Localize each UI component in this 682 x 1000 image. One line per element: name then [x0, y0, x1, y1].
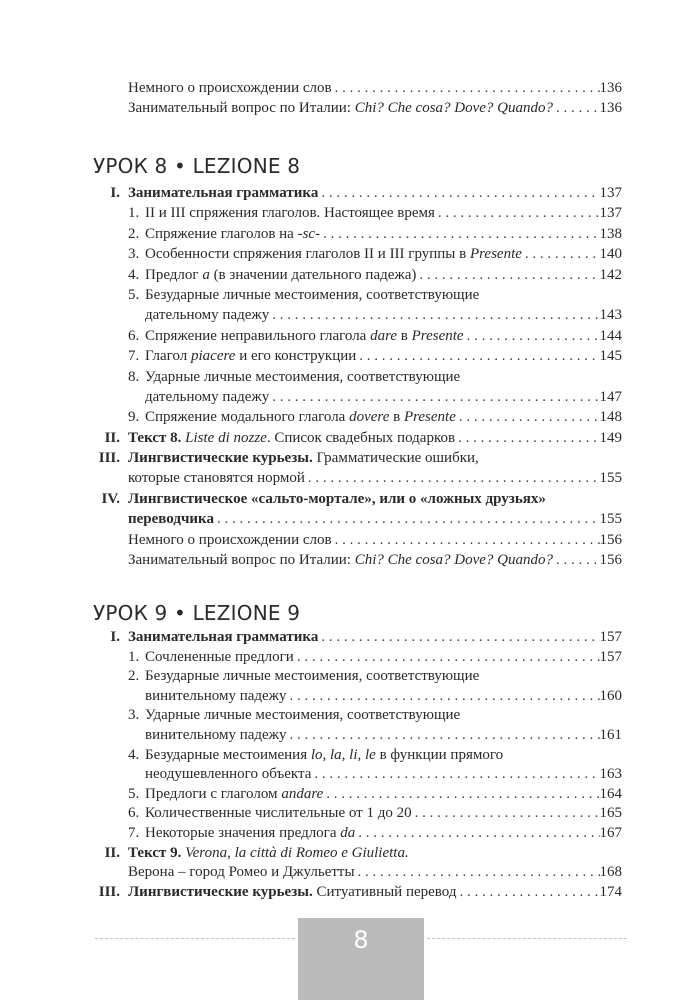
page-ref: 163	[599, 766, 622, 783]
page-ref: 145	[599, 348, 622, 365]
toc-entry[interactable]	[0, 448, 682, 489]
entry-number: III.	[98, 883, 120, 900]
dot-leader	[287, 726, 600, 746]
entry-title-text: Лингвистические курьезы.	[128, 883, 313, 900]
page-ref: 136	[599, 100, 622, 117]
entry-title-text: dovere	[349, 409, 390, 426]
page-ref: 137	[599, 205, 622, 222]
toc-entry[interactable]	[0, 428, 682, 448]
page-ref: 140	[599, 246, 622, 263]
entry-number: 3.	[128, 707, 140, 724]
toc-entry[interactable]	[0, 407, 682, 427]
entry-number: II.	[104, 844, 120, 861]
toc-section	[0, 628, 682, 902]
entry-title-text: Спряжение неправильного глагола	[145, 327, 371, 344]
dot-leader	[416, 265, 599, 285]
lesson-heading: УРОК 8 • LEZIONE 8	[93, 154, 301, 178]
entry-title-text: в функции прямого	[375, 746, 504, 763]
entry-title-text: дательному падежу	[145, 307, 270, 324]
entry-number: 9.	[128, 409, 140, 426]
entry-title-text: Занимательная грамматика	[128, 629, 319, 645]
entry-title-text: Верона – город Ромео и Джульетты	[128, 864, 355, 881]
page-ref: 155	[599, 470, 622, 487]
dot-leader	[318, 183, 599, 203]
toc-entry[interactable]	[0, 326, 682, 346]
dot-leader	[456, 883, 599, 903]
page-ref: 157	[599, 648, 622, 665]
entry-title-text: Занимательный вопрос по Италии:	[128, 552, 355, 569]
dot-leader	[435, 203, 600, 223]
toc-entry[interactable]	[0, 285, 682, 326]
dot-leader	[356, 346, 599, 366]
entry-title-text: Занимательный вопрос по Италии:	[128, 100, 355, 117]
toc-entry[interactable]	[0, 648, 682, 668]
entry-title-text: Грамматические ошибки,	[312, 450, 479, 467]
entry-title-text: Предлоги с глаголом	[145, 785, 282, 802]
toc-entry[interactable]	[0, 706, 682, 745]
entry-title-text: Занимательная грамматика	[128, 185, 319, 201]
dot-leader	[305, 468, 600, 488]
footer-dashed-rule-right	[427, 938, 627, 939]
dot-leader	[553, 550, 599, 570]
page-ref: 157	[599, 629, 622, 645]
dot-leader	[455, 428, 599, 448]
entry-title-text: винительному падежу	[145, 687, 287, 704]
dot-leader	[332, 78, 600, 98]
entry-number: 2.	[128, 668, 140, 685]
toc-entry[interactable]	[0, 224, 682, 244]
entry-title-text: Немного о происхождении слов	[128, 531, 332, 548]
page-ref: 143	[599, 307, 622, 324]
toc-entry[interactable]	[0, 203, 682, 223]
page-ref: 147	[599, 388, 622, 405]
entry-title-text: Количественные числительные от 1 до 20	[145, 805, 412, 822]
page-ref: 161	[599, 726, 622, 743]
page-ref: 142	[599, 266, 622, 283]
entry-title-text: Спряжение глаголов на	[145, 225, 298, 242]
toc-entry[interactable]	[0, 78, 682, 98]
entry-number: I.	[110, 185, 120, 201]
entry-title-text: Ударные личные местоимения, соответствующие	[145, 707, 461, 724]
dot-leader	[269, 387, 599, 407]
entry-title-text: Сочлененные предлоги	[145, 648, 294, 665]
dot-leader	[355, 824, 599, 844]
dot-leader	[355, 863, 600, 883]
toc-entry[interactable]	[0, 844, 682, 883]
entry-title-text: Немного о происхождении слов	[128, 80, 332, 96]
entry-title-text: которые становятся нормой	[128, 470, 305, 487]
entry-number: III.	[98, 450, 120, 467]
page-ref: 138	[599, 225, 622, 242]
dot-leader	[332, 530, 600, 550]
entry-number: 6.	[128, 805, 140, 822]
entry-number: 1.	[128, 648, 140, 665]
entry-title-text: andare	[281, 785, 324, 802]
entry-title-text: . Список свадебных подарков	[266, 429, 456, 446]
entry-number: IV.	[101, 490, 120, 507]
page-ref: 155	[599, 511, 622, 528]
dot-leader	[522, 244, 600, 264]
toc-entry[interactable]	[0, 824, 682, 844]
entry-title-text: piacere	[191, 348, 236, 365]
dot-leader	[323, 785, 599, 805]
entry-title-text: Presente	[411, 327, 464, 344]
toc-section	[0, 78, 682, 119]
dot-leader	[311, 765, 599, 785]
entry-title-text: Chi? Che cosa? Dove? Quando?	[354, 100, 554, 117]
dot-leader	[320, 224, 599, 244]
page-ref: 167	[599, 824, 622, 841]
page-ref: 168	[599, 864, 622, 881]
toc-entry[interactable]	[0, 785, 682, 805]
entry-title-text: da	[340, 824, 356, 841]
entry-title-text: Лингвистическое «сальто-мортале», или о «ложных друзьях»	[128, 490, 546, 507]
toc-entry[interactable]	[0, 804, 682, 824]
page-ref: 164	[599, 785, 622, 802]
toc-entry[interactable]	[0, 489, 682, 530]
entry-title-text: Предлог	[145, 266, 203, 283]
page-ref: 148	[599, 409, 622, 426]
page-ref: 149	[599, 429, 622, 446]
footer-dashed-rule-left	[95, 938, 295, 939]
dot-leader	[287, 687, 600, 707]
entry-title-text: Глагол	[145, 348, 192, 365]
toc-entry[interactable]	[0, 530, 682, 550]
entry-title-text: dare	[370, 327, 398, 344]
entry-number: 6.	[128, 327, 140, 344]
entry-title-text: Verona, la città di Romeo e Giulietta.	[185, 844, 409, 861]
entry-number: 1.	[128, 205, 140, 222]
page-ref: 144	[599, 327, 622, 344]
entry-title-text: и его конструкции	[235, 348, 357, 365]
entry-number: 4.	[128, 746, 140, 763]
dot-leader	[456, 407, 600, 427]
page-ref: 137	[599, 185, 622, 201]
entry-title-text: a	[202, 266, 210, 283]
entry-number: I.	[110, 629, 120, 645]
page-ref: 156	[599, 552, 622, 569]
entry-title-text: переводчика	[128, 511, 214, 528]
toc-entry[interactable]	[0, 346, 682, 366]
entry-number: 5.	[128, 785, 140, 802]
lesson-heading: УРОК 9 • LEZIONE 9	[93, 601, 301, 625]
page-number: 8	[353, 926, 369, 954]
entry-number: 7.	[128, 348, 140, 365]
entry-number: 3.	[128, 246, 140, 263]
entry-number: 7.	[128, 824, 140, 841]
entry-title-text: в	[397, 327, 412, 344]
entry-title-text: неодушевленного объекта	[145, 766, 312, 783]
dot-leader	[294, 648, 600, 668]
dot-leader	[412, 804, 600, 824]
entry-number: 5.	[128, 286, 140, 303]
toc-entry[interactable]	[0, 550, 682, 570]
entry-number: 8.	[128, 368, 140, 385]
entry-title-text: Presente	[403, 409, 456, 426]
toc-entry[interactable]	[0, 265, 682, 285]
toc-entry[interactable]	[0, 883, 682, 903]
entry-title-text: Некоторые значения предлога	[145, 824, 341, 841]
entry-title-text: в	[389, 409, 404, 426]
dot-leader	[214, 509, 600, 529]
entry-title-text: lo, la, li, le	[310, 746, 376, 763]
entry-number: II.	[104, 429, 120, 446]
entry-title-text: Chi? Che cosa? Dove? Quando?	[354, 552, 554, 569]
entry-title-text: Presente	[469, 246, 522, 263]
dot-leader	[553, 98, 599, 118]
toc-entry[interactable]	[0, 628, 682, 648]
entry-title-text: Безударные местоимения	[145, 746, 311, 763]
page-ref: 174	[599, 883, 622, 900]
entry-title-text: (в значении дательного падежа)	[209, 266, 417, 283]
entry-title-text: Liste di nozze	[185, 429, 267, 446]
dot-leader	[464, 326, 600, 346]
dot-leader	[318, 628, 599, 648]
toc-entry[interactable]	[0, 667, 682, 706]
entry-title-text: винительному падежу	[145, 726, 287, 743]
toc-entry[interactable]	[0, 244, 682, 264]
page-ref: 156	[599, 531, 622, 548]
entry-title-text: Безударные личные местоимения, соответствующие	[145, 668, 480, 685]
entry-number: 4.	[128, 266, 140, 283]
toc-entry[interactable]	[0, 746, 682, 785]
entry-title-text: Текст 8.	[128, 429, 186, 446]
entry-title-text: -sc-	[297, 225, 321, 242]
toc-entry[interactable]	[0, 98, 682, 118]
toc-section	[0, 183, 682, 570]
entry-title-text: Текст 9.	[128, 844, 186, 861]
page-ref: 165	[599, 805, 622, 822]
page-ref: 136	[599, 80, 622, 96]
entry-title-text: Безударные личные местоимения, соответствующие	[145, 286, 480, 303]
entry-number: 2.	[128, 225, 140, 242]
page-number-box	[298, 918, 424, 1000]
entry-title-text: Ударные личные местоимения, соответствующие	[145, 368, 461, 385]
entry-title-text: Ситуативный перевод	[312, 883, 457, 900]
entry-title-text: Лингвистические курьезы.	[128, 450, 313, 467]
entry-title-text: Особенности спряжения глаголов II и III группы в	[145, 246, 470, 263]
entry-title-text: дательному падежу	[145, 388, 270, 405]
dot-leader	[269, 305, 599, 325]
page-ref: 160	[599, 687, 622, 704]
toc-entry[interactable]	[0, 367, 682, 408]
entry-title-text: II и III спряжения глаголов. Настоящее время	[145, 205, 435, 222]
toc-entry[interactable]	[0, 183, 682, 203]
entry-title-text: Спряжение модального глагола	[145, 409, 350, 426]
